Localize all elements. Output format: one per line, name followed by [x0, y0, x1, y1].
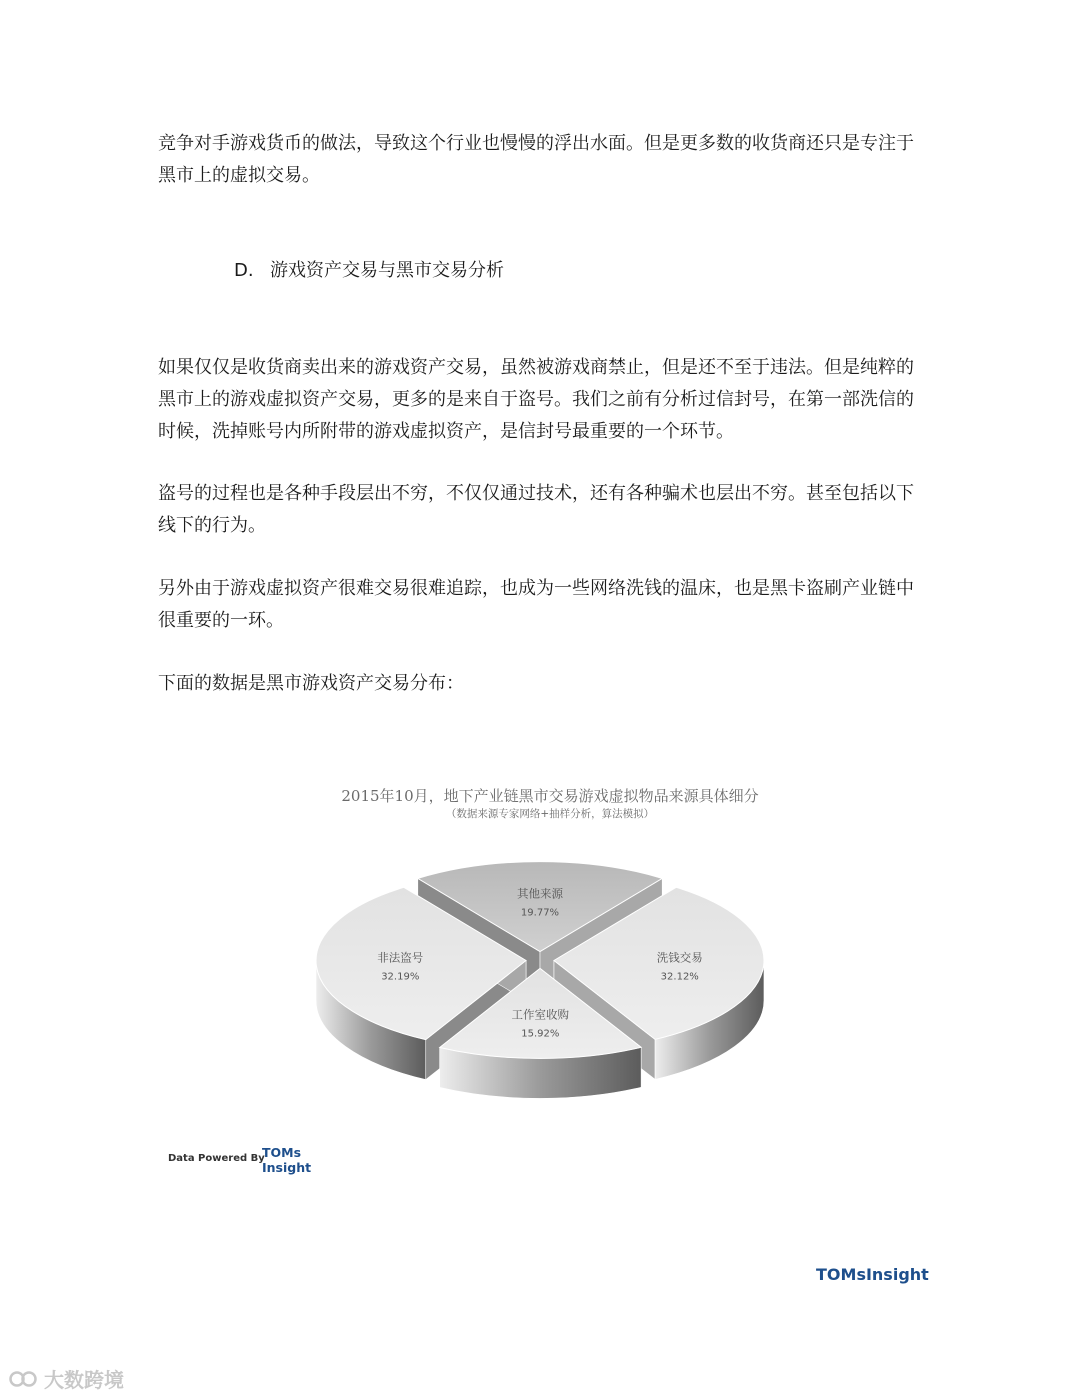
- paragraph-2: 如果仅仅是收货商卖出来的游戏资产交易，虽然被游戏商禁止，但是还不至于违法。但是纯粹的黑市上的游戏虚拟资产交易，更多的是来自于盗号。我们之前有分析过信封号，在第一部洗信的时候，洗掉账号内所附带的游戏虚拟资产，是信封号最重要的一个环节。: [158, 357, 914, 442]
- paragraph-4: 另外由于游戏虚拟资产很难交易很难追踪，也成为一些网络洗钱的温床，也是黑卡盗刷产业链中很重要的一环。: [158, 578, 914, 631]
- slice-2-label: 工作室收购: [511, 1007, 570, 1022]
- chart-title: 2015年10月，地下产业链黑市交易游戏虚拟物品来源具体细分: [341, 787, 759, 805]
- pie-chart: [300, 860, 780, 1140]
- logo-line-1: TOMs: [262, 1145, 302, 1160]
- watermark: [8, 1364, 124, 1393]
- chart-subtitle: （数据来源专家网络+抽样分析，算法模拟）: [445, 808, 655, 820]
- slice-1-label: 洗钱交易: [656, 950, 703, 965]
- paragraph-5: 下面的数据是黑市游戏资产交易分布：: [158, 673, 464, 694]
- watermark-text: 大数跨境: [44, 1368, 124, 1392]
- slice-1-value-label: 32.12%: [660, 971, 699, 983]
- watermark-logo-icon: [8, 1368, 38, 1390]
- toms-insight-logo: [262, 1145, 311, 1175]
- paragraph-3: 盗号的过程也是各种手段层出不穷，不仅仅通过技术，还有各种骗术也层出不穷。甚至包括以下线下的行为。: [158, 483, 914, 536]
- slice-0-value-label: 19.77%: [520, 907, 560, 919]
- credit-label: Data Powered By: [168, 1153, 265, 1164]
- section-number: D.: [234, 260, 254, 281]
- paragraph-1: 竞争对手游戏货币的做法，导致这个行业也慢慢的浮出水面。但是更多数的收货商还只是专注于黑市上的虚拟交易。: [158, 133, 914, 186]
- section-title: 游戏资产交易与黑市交易分析: [270, 260, 504, 281]
- footer-brand: TOMsInsight: [816, 1265, 929, 1284]
- slice-2-value-label: 15.92%: [521, 1028, 560, 1040]
- slice-3-value-label: 32.19%: [381, 971, 420, 983]
- section-heading: [234, 256, 504, 286]
- logo-line-2: Insight: [262, 1160, 312, 1175]
- slice-0-label: 其他来源: [517, 886, 563, 901]
- slice-3-label: 非法盗号: [377, 950, 424, 965]
